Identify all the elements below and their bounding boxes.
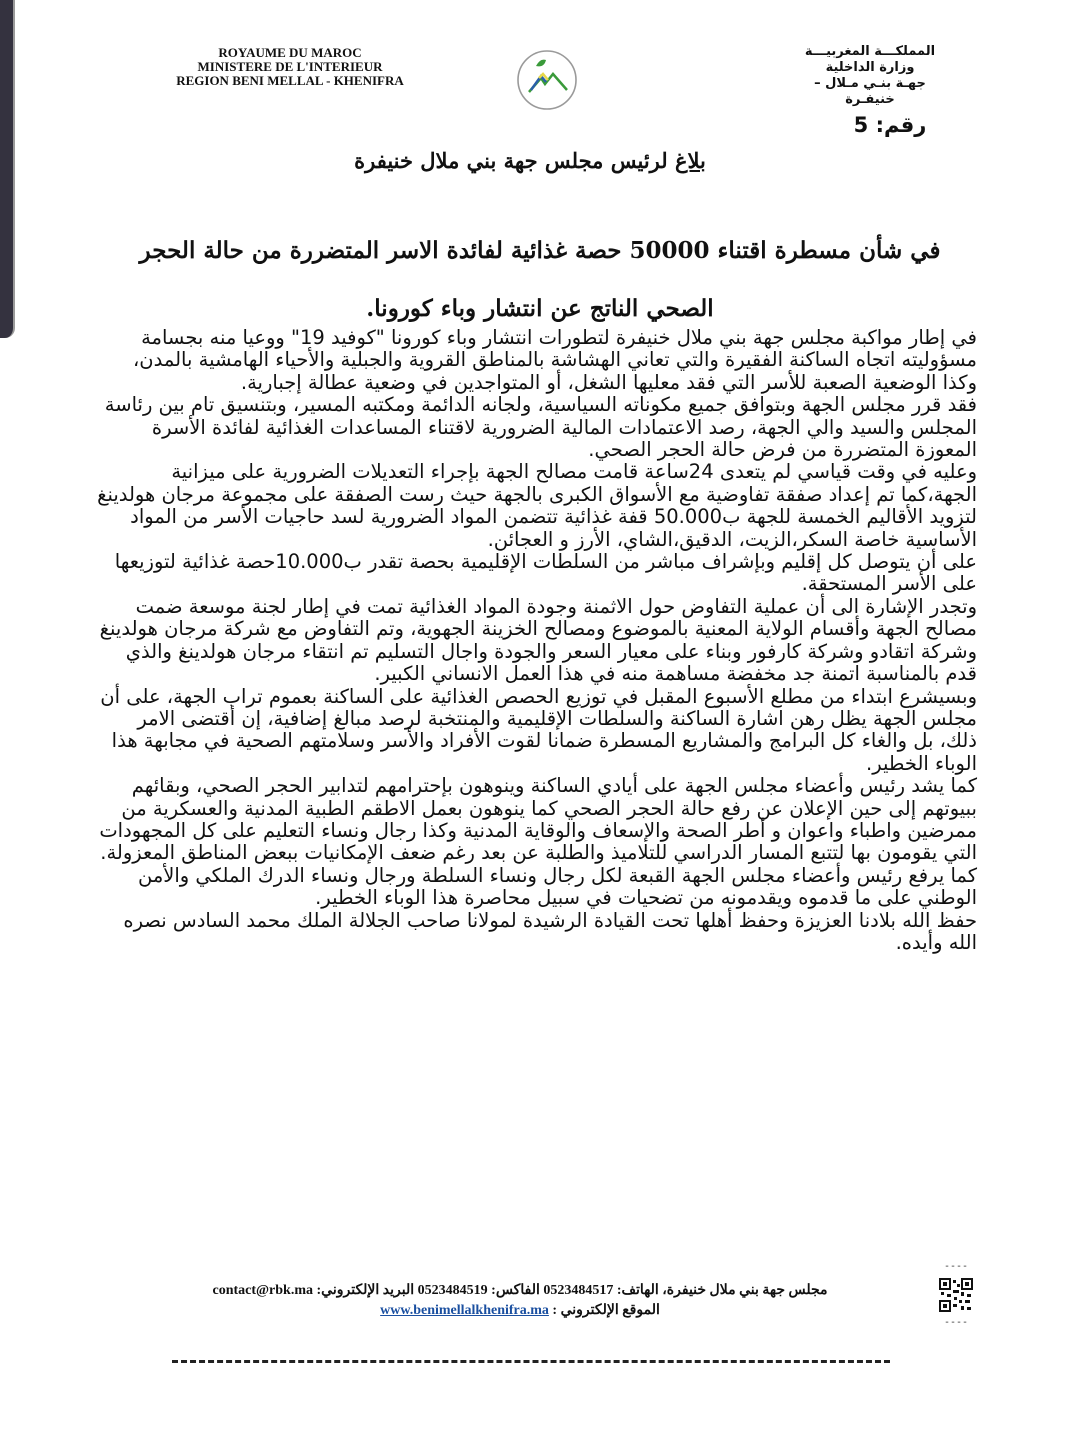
body-paragraph: كما يشد رئيس وأعضاء مجلس الجهة على أيادي الساكنة وينوهون بإحترامهم لتدابير الحجر الصحي، وبقائهم ببيوتهم إلى حين الإعلان عن رفع حالة الحجر الصحي كما ينوهون بعمل الاطقم الطبية المدنية والعسكرية من ممرضين واطباء واعوان و أطر الصحة والإسعاف والوقاية المدنية وكذا رجال ونساء التعليم على كل المجهودات التي يقومون بها لتتبع المسار الدراسي للتلاميذ والطلبة عن بعد رغم ضعف الإمكانيات ببعض المناطق المعزولة. xyxy=(99,774,977,865)
document-body xyxy=(95,327,977,954)
header-french xyxy=(160,46,420,88)
document-title xyxy=(300,148,760,173)
body-paragraph: وعليه في وقت قياسي لم يتعدى 24ساعة قامت مصالح الجهة بإجراء التعديلات الضرورية على ميزانية الجهة،كما تم إعداد صفقة تفاوضية مع الأسواق الكبرى بالجهة حيث رست الصفقة على مجموعة مرجان هولدينغ لتزويد الأقاليم الخمسة للجهة ب50.000 قفة غذائية تتضمن المواد الضرورية لسد حاجيات الأسر من المواد الأساسية خاصة السكر،الزيت، الدقيق،الشاي، الأرز و العجائن. xyxy=(97,460,977,551)
title-prefix: بلاغ xyxy=(674,148,706,173)
footer-contact-line: مجلس جهة بني ملال خنيفرة، الهاتف: 0523484517 الفاكس: 0523484519 البريد الإلكتروني: contact@rbk.ma xyxy=(212,1283,828,1298)
header-arabic-line-3: جهـة بنـي مـلال – خنيفـرة xyxy=(814,76,926,107)
region-logo-icon xyxy=(515,48,579,112)
header-french-line-3: REGION BENI MELLAL - KHENIFRA xyxy=(176,73,404,88)
qr-dash-top: ---- xyxy=(943,1261,969,1272)
header-french-line-1: ROYAUME DU MAROC xyxy=(218,45,362,60)
qr-block xyxy=(932,1262,980,1342)
body-paragraph: كما يرفع رئيس وأعضاء مجلس الجهة القبعة لكل رجال ونساء السلطة ورجال ونساء الدرك الملكي والأمن الوطني على ما قدموه ويقدمونه من تضحيات في سبيل محاصرة هذا الوباء الخطير. xyxy=(137,863,977,910)
side-scroll-panel[interactable] xyxy=(0,0,15,338)
body-paragraph: في إطار مواكبة مجلس جهة بني ملال خنيفرة لتطورات انتشار وباء كورونا "كوفيد 19" ووعيا منه بجسامة مسؤوليته اتجاه الساكنة الفقيرة والتي تعاني الهشاشة بالمناطق القروية والجبلية والأحياء الهامشية بالمدن، وكذا الوضعية الصعبة للأسر التي فقد معليها الشغل، أو المتواجدين في وضعية عطالة إجبارية. xyxy=(132,326,977,394)
body-paragraph: حفظ الله بلادنا العزيزة وحفظ أهلها تحت القيادة الرشيدة لمولانا صاحب الجلالة الملك محمد السادس نصره الله وأيده. xyxy=(123,908,977,954)
footer-website-label: الموقع الإلكتروني : xyxy=(548,1303,660,1318)
header-arabic xyxy=(790,44,950,108)
website-link[interactable]: www.benimellalkhenifra.ma xyxy=(380,1303,549,1318)
footer-contact xyxy=(150,1281,890,1321)
body-paragraph: على أن يتوصل كل إقليم وبإشراف مباشر من السلطات الإقليمية بحصة تقدر ب10.000حصة غذائية لتوزيعها على الأسر المستحقة. xyxy=(114,550,977,596)
subject-line-2: الصحي الناتج عن انتشار وباء كورونا. xyxy=(366,295,714,322)
title-rest: لرئيس مجلس جهة بني ملال خنيفرة xyxy=(354,148,675,173)
document-subject xyxy=(120,222,960,338)
body-paragraph: وبسيشرع ابتداء من مطلع الأسبوع المقبل في توزيع الحصص الغذائية على الساكنة بعموم تراب الجهة، على أن مجلس الجهة يظل رهن اشارة الساكنة والسلطات الإقليمية والمنتخبة لرصد مبالغ إضافية، إن أقتضى الامر ذلك، بل والغاء كل البرامج والمشاريع المسطرة ضمانا لقوت الأفراد والأسر وسلامتهم الصحية في مجابهة هذا الوباء الخطير. xyxy=(100,684,977,775)
header-arabic-line-2: وزارة الداخلية xyxy=(825,60,915,75)
footer-divider xyxy=(172,1360,890,1363)
header-arabic-line-1: المملكـــة المغربيـــة xyxy=(804,44,936,59)
body-paragraph: وتجدر الإشارة الى أن عملية التفاوض حول الاثمنة وجودة المواد الغذائية تمت في إطار لجنة موسعة ضمت مصالح الجهة وأقسام الولاية المعنية بالموضوع ومصالح الخزينة الجهوية، وتم التفاوض مع شركة مرجان هولدينغ وشركة اتقادو وشركة كارفور وبناء على معيار السعر والجودة واجال التسليم تم انتقاء مرجان هولدينغ والذي قدم بالمناسبة اتمنة جد مخفضة مساهمة منه في هذا العمل الانساني الكبير. xyxy=(99,594,977,686)
qr-dash-bottom: ---- xyxy=(943,1317,969,1328)
reference-number: رقم: 5 xyxy=(853,113,927,137)
footer-website-line xyxy=(150,1301,890,1321)
body-paragraph: فقد قرر مجلس الجهة وبتوافق جميع مكوناته السياسية، ولجانه الدائمة ومكتبه المسير، وبتنسيق تام بين رئاسة المجلس والسيد والي الجهة، رصد الاعتمادات المالية الضرورية لاقتناء المساعدات الغذائية لفائدة الأسرة المعوزة المتضررة من فرض حالة الحجر الصحي. xyxy=(104,393,977,462)
header-french-line-2: MINISTERE DE L'INTERIEUR xyxy=(197,59,383,74)
subject-line-1: في شأن مسطرة اقتناء 50000 حصة غذائية لفائدة الاسر المتضررة من حالة الحجر xyxy=(139,237,941,264)
qr-code-icon[interactable] xyxy=(939,1278,973,1312)
